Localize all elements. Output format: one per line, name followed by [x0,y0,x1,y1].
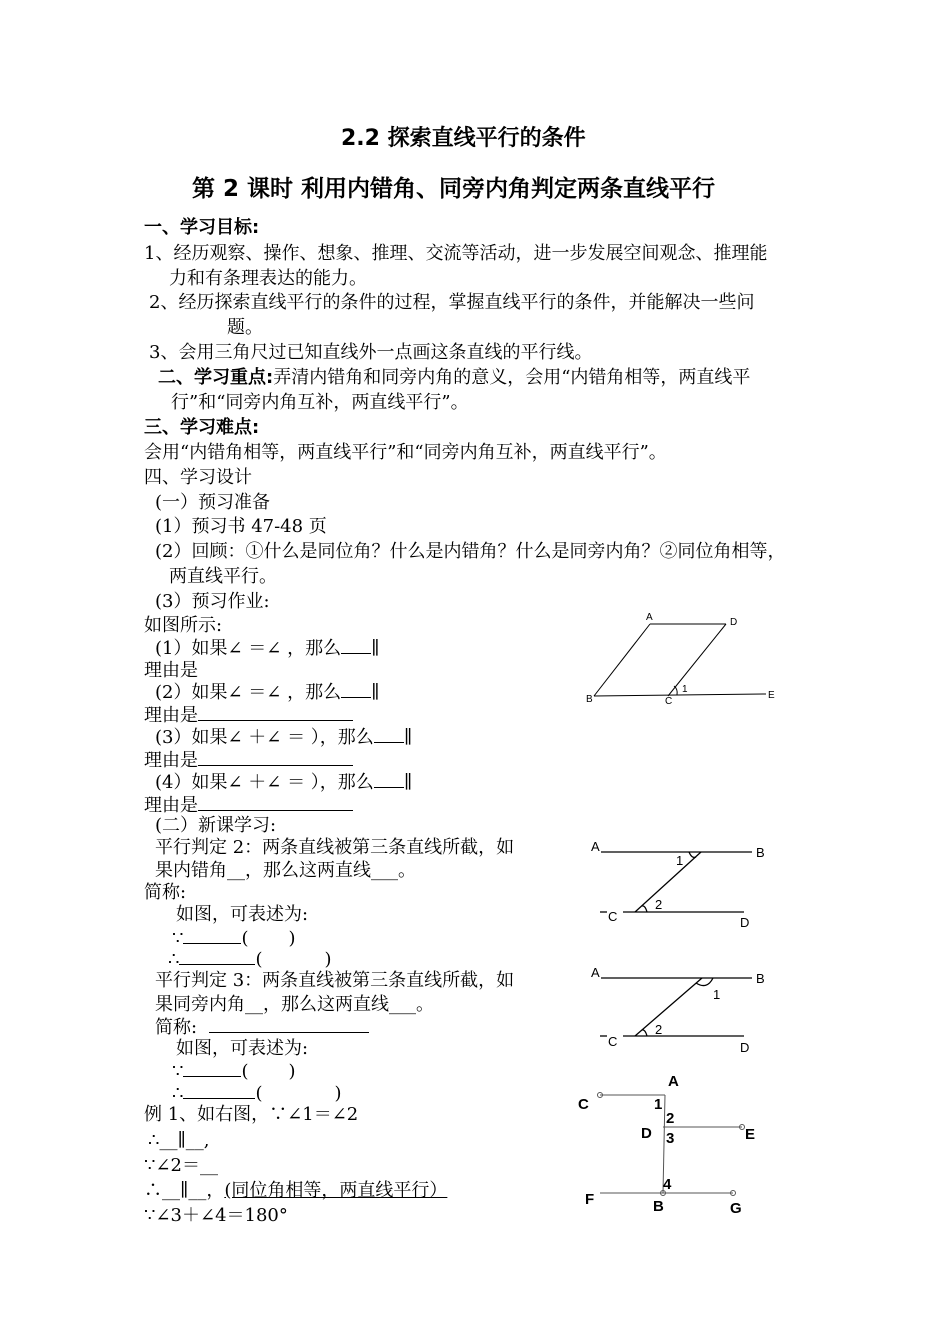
prep-item-2: (2）回顾：①什么是同位角？什么是内错角？什么是同旁内角？②同位角相等， [155,541,786,562]
label-angle-1: 1 [676,853,684,868]
exercise-q1-blank[interactable] [341,637,371,654]
judgement-2-line1: 平行判定 2：两条直线被第三条直线所截，如 [155,837,515,858]
judgement-2-as-figure: 如图，可表述为: [176,904,309,925]
reason-label: 理由是 [144,705,198,726]
label-b: B [756,845,765,860]
paren-close: ) [288,928,296,949]
therefore-blank[interactable] [179,948,255,965]
example-line5: ∵∠3＋∠4＝180° [144,1205,288,1226]
example-line4 [144,1180,447,1202]
prep-item-2-cont: 两直线平行。 [169,566,277,587]
reason-label: 理由是 [144,795,198,816]
exercise-intro: 如图所示: [144,615,223,636]
label-angle-3: 3 [666,1130,675,1147]
objective-1: 1、经历观察、操作、想象、推理、交流等活动，进一步发展空间观念、推理能 [144,243,768,264]
label-c: C [608,909,618,924]
short-blank[interactable] [209,1016,369,1033]
parallel-symbol: ∥ [403,772,413,793]
prep-item-3: (3）预习作业: [155,591,270,612]
difficulty-heading: 三、学习难点: [144,417,260,438]
judgement-3-line2: 果同旁内角__，那么这两直线___。 [155,994,434,1015]
judgement-3-line1: 平行判定 3：两条直线被第三条直线所截，如 [155,970,515,991]
objectives-heading: 一、学习目标: [144,217,260,238]
parallel-symbol: ∥ [403,727,413,748]
reason-label: 理由是 [144,660,198,681]
key-points-heading: 二、学习重点: [158,367,274,388]
label-c: C [608,1034,618,1049]
label-e: E [745,1126,756,1143]
angle-arc-2 [642,906,647,912]
label-g: G [730,1200,742,1217]
because-blank[interactable] [183,927,241,944]
exercise-q2 [155,681,379,704]
label-angle-1: 1 [713,987,721,1002]
transversal [635,978,702,1036]
label-b: B [756,971,765,986]
objective-2: 2、经历探索直线平行的条件的过程，掌握直线平行的条件，并能解决一些问 [149,292,755,313]
parallel-symbol: ∥ [371,638,380,659]
paren-close: ) [324,949,332,970]
judgement-3-short [155,1016,369,1039]
exercise-q2-blank[interactable] [341,681,371,698]
paren-open: ( [255,1083,263,1104]
label-f: F [585,1191,595,1208]
label-c: C [578,1096,589,1113]
reason-label: 理由是 [144,750,198,771]
difficulty-text: 会用“内错角相等，两直线平行”和“同旁内角互补，两直线平行”。 [144,442,667,463]
example-line3: ∵∠2＝__ [144,1155,218,1176]
judgement-3-therefore [172,1082,342,1105]
label-a: A [668,1073,679,1090]
exercise-q4-blank[interactable] [374,771,404,788]
label-angle-4: 4 [663,1176,672,1193]
label-angle-2: 2 [655,1022,663,1037]
judgement-2-short: 简称: [144,882,187,903]
page-subtitle: 第 2 课时 利用内错角、同旁内角判定两条直线平行 [192,176,716,202]
paren-open: ( [241,1061,249,1082]
exercise-q2-text: (2）如果∠ ＝∠ ，那么 [155,682,342,703]
exercise-q3-blank[interactable] [374,726,404,743]
therefore-symbol: ∴ [168,949,180,970]
exercise-q4 [155,771,412,794]
label-angle-2: 2 [655,897,663,912]
because-symbol: ∵ [172,928,184,949]
segment-dc [668,624,726,696]
key-points-text: 弄清内错角和同旁内角的意义，会用“内错角相等，两直线平 [273,367,751,388]
paren-close: ) [334,1083,342,1104]
example-line2: ∴__∥__, [148,1130,210,1151]
paren-open: ( [255,949,263,970]
key-points [158,367,750,389]
design-heading: 四、学习设计 [144,467,252,488]
segment-be [594,694,766,696]
exercise-q1-text: (1）如果∠ ＝∠ ，那么 [155,638,342,659]
short-label: 简称: [155,1017,198,1038]
judgement-2-therefore [168,948,332,971]
exercise-r2 [144,704,353,727]
label-angle-1: 1 [654,1096,663,1113]
exercise-q4-text: (4）如果∠ ＋∠ ＝ ），那么 [155,772,374,793]
label-b: B [653,1198,664,1215]
reason-blank[interactable] [198,794,353,811]
judgement-2-because [172,927,296,950]
label-d: D [730,617,738,628]
label-d: D [740,915,750,930]
figure-alternate-angles [585,835,770,935]
label-b: B [586,694,593,705]
therefore-blank[interactable] [183,1082,255,1099]
judgement-2-line2: 果内错角__，那么这两直线___。 [155,860,416,881]
label-d: D [740,1040,750,1055]
because-symbol: ∵ [172,1061,184,1082]
objective-2-cont: 题。 [227,317,263,338]
prep-item-1: (1）预习书 47-48 页 [155,516,327,537]
page-title: 2.2 探索直线平行的条件 [341,126,586,151]
paren-close: ) [288,1061,296,1082]
transversal [635,852,701,912]
example-line4-prefix: ∴__∥__， [144,1180,225,1201]
exercise-q3-text: (3）如果∠ ＋∠ ＝ ），那么 [155,727,374,748]
exercise-r1 [144,660,198,682]
objective-3: 3、会用三角尺过已知直线外一点画这条直线的平行线。 [149,342,593,363]
prep-heading: (一）预习准备 [155,492,271,513]
figure-parallelogram [580,610,780,710]
label-a: A [591,965,600,980]
label-c: C [665,696,673,707]
objective-1-cont: 力和有条理表达的能力。 [169,268,367,289]
example-line1: 例 1、如右图，∵∠1＝∠2 [144,1104,359,1125]
reason-blank[interactable] [198,749,353,766]
therefore-symbol: ∴ [172,1083,184,1104]
figure-co-interior-angles [585,962,770,1062]
label-angle-1: 1 [682,684,688,695]
segment-ba [594,624,650,696]
example-line4-reason: (同位角相等，两直线平行） [224,1180,448,1201]
parallel-symbol: ∥ [371,682,380,703]
judgement-3-as-figure: 如图，可表述为: [176,1038,309,1059]
label-angle-2: 2 [666,1110,675,1127]
exercise-r4 [144,794,353,817]
because-blank[interactable] [183,1060,241,1077]
judgement-3-because [172,1060,296,1083]
label-a: A [591,839,600,854]
exercise-q3 [155,726,412,749]
label-a: A [646,612,653,623]
angle-arc-2 [642,1030,647,1036]
label-e: E [768,690,775,701]
new-lesson-heading: (二）新课学习: [155,815,277,836]
key-points-cont: 行”和“同旁内角互补，两直线平行”。 [171,392,469,413]
exercise-r3 [144,749,353,772]
reason-blank[interactable] [198,704,353,721]
label-d: D [641,1125,652,1142]
figure-example [575,1068,760,1218]
exercise-q1 [155,637,379,660]
paren-open: ( [241,928,249,949]
